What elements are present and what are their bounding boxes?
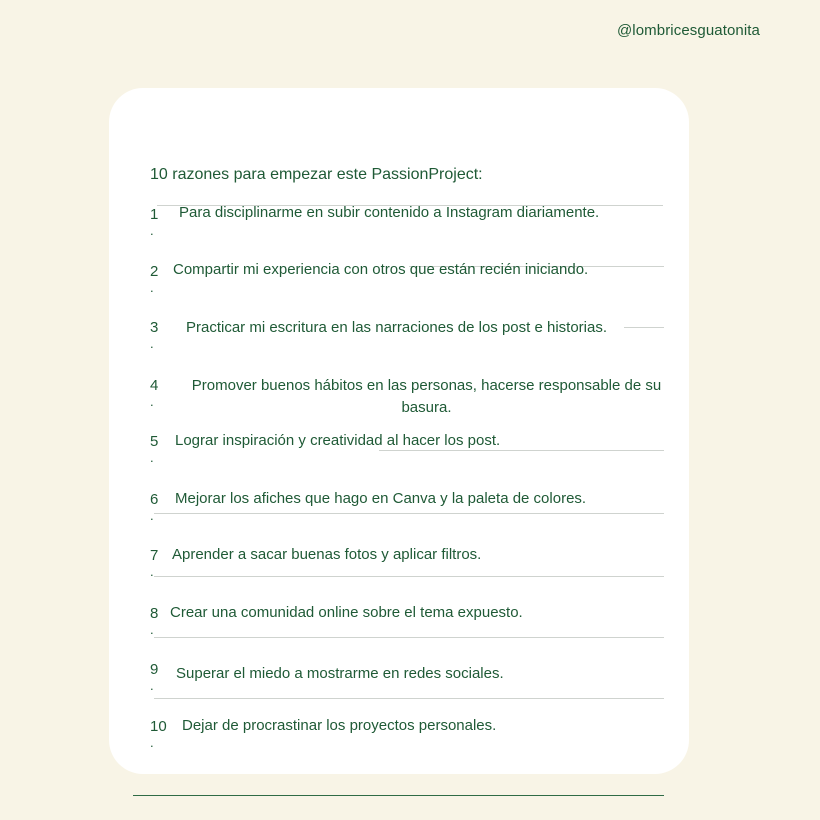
list-item xyxy=(109,263,689,323)
item-text: Crear una comunidad online sobre el tema expuesto. xyxy=(170,604,523,621)
item-dot: . xyxy=(150,336,154,351)
list-item xyxy=(109,433,689,493)
reasons-card xyxy=(109,88,689,774)
list-item xyxy=(109,491,689,551)
instagram-handle: @lombricesguatonita xyxy=(616,22,760,39)
item-dot: . xyxy=(150,678,154,693)
bottom-divider xyxy=(133,795,664,796)
item-dot: . xyxy=(150,280,154,295)
item-dot: . xyxy=(150,450,154,465)
item-number: 5 xyxy=(150,433,159,450)
item-text: Compartir mi experiencia con otros que están recién iniciando. xyxy=(173,261,589,278)
list-item xyxy=(109,547,689,607)
item-text: Mejorar los afiches que hago en Canva y la paleta de colores. xyxy=(175,490,587,507)
list-item xyxy=(109,605,689,665)
item-text: Practicar mi escritura en las narraciones de los post e historias. xyxy=(186,319,608,336)
item-text: Para disciplinarme en subir contenido a Instagram diariamente. xyxy=(179,204,600,221)
list-item xyxy=(109,377,689,437)
item-dot: . xyxy=(150,394,154,409)
item-number: 7 xyxy=(150,547,159,564)
item-text: Lograr inspiración y creatividad al hacer los post. xyxy=(175,432,501,449)
list-item xyxy=(109,319,689,379)
item-number: 2 xyxy=(150,263,159,280)
item-number: 6 xyxy=(150,491,159,508)
item-number: 9 xyxy=(150,661,159,678)
item-text: Superar el miedo a mostrarme en redes sociales. xyxy=(176,665,504,682)
item-number: 1 xyxy=(150,206,159,223)
item-dot: . xyxy=(150,735,154,750)
list-item xyxy=(109,206,689,266)
item-dot: . xyxy=(150,622,154,637)
item-number: 8 xyxy=(150,605,159,622)
item-number: 4 xyxy=(150,377,159,394)
item-number: 10 xyxy=(150,718,167,735)
card-title: 10 razones para empezar este PassionProject: xyxy=(150,166,483,183)
item-dot: . xyxy=(150,223,154,238)
item-text: Dejar de procrastinar los proyectos personales. xyxy=(182,717,497,734)
list-item xyxy=(109,661,689,721)
item-dot: . xyxy=(150,564,154,579)
list-item xyxy=(109,718,689,778)
item-dot: . xyxy=(150,508,154,523)
item-text: Aprender a sacar buenas fotos y aplicar filtros. xyxy=(172,546,482,563)
item-text: Promover buenos hábitos en las personas, hacerse responsable de su basura. xyxy=(191,377,662,416)
item-number: 3 xyxy=(150,319,159,336)
